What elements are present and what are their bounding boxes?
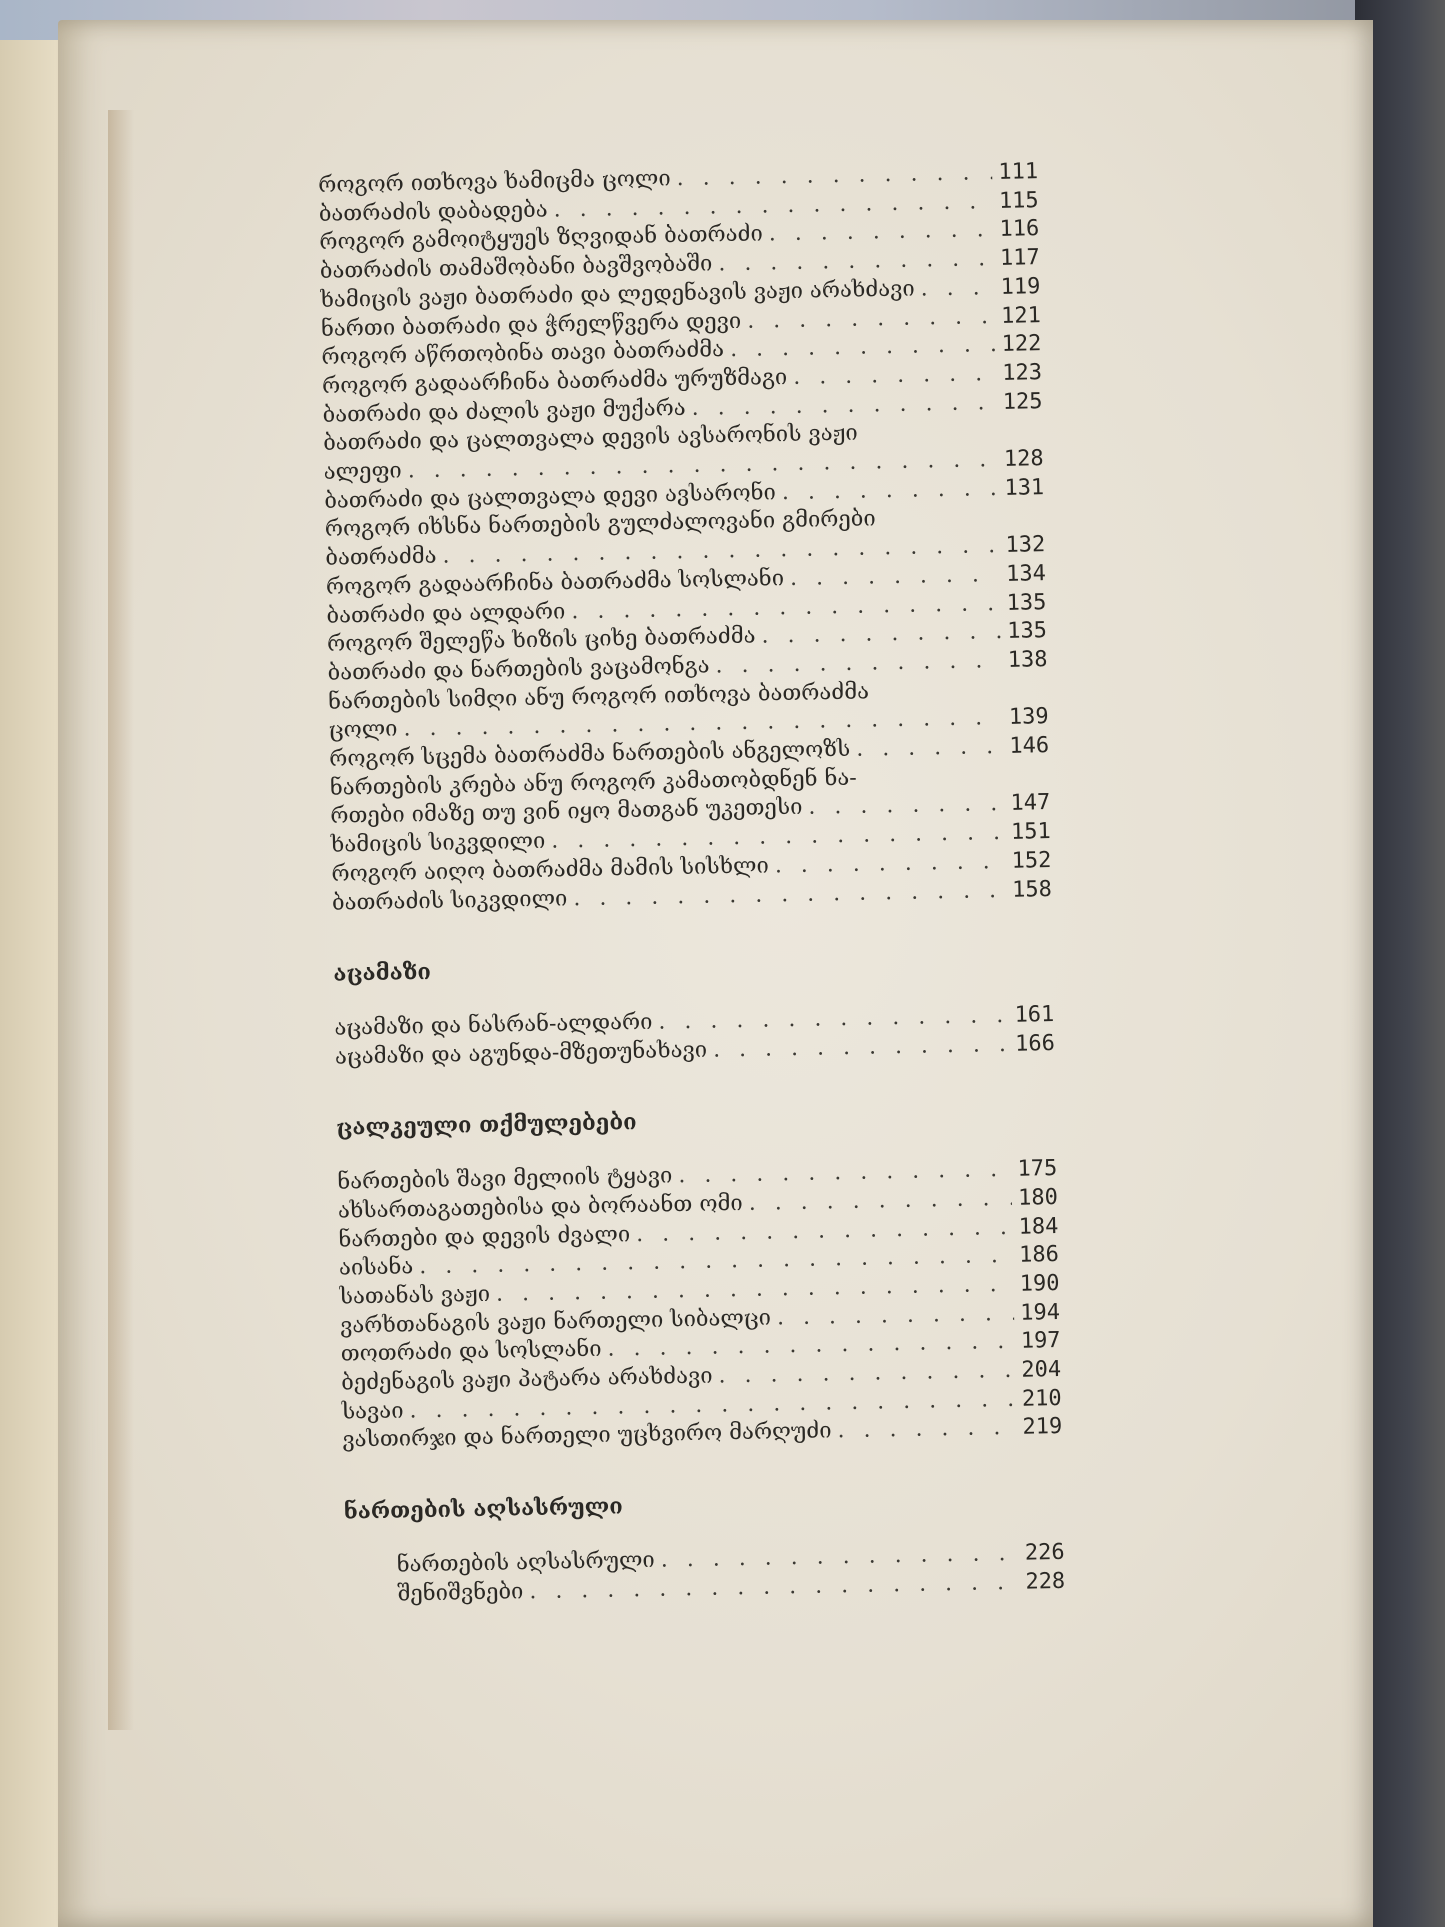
entry-title: სათანას ვაჟი	[339, 1281, 491, 1310]
entry-title: როგორ სცემა ბათრაძმა ნართების ანგელოზს	[329, 736, 851, 772]
dot-leader	[793, 360, 997, 393]
entry-title: ნართების აღსასრული	[396, 1547, 655, 1578]
entry-page-number: 135	[1006, 618, 1048, 645]
entry-title: როგორ იხსნა ნართების გულძალოვანი გმირები	[324, 506, 876, 543]
entry-title: ბათრაძი და ალდარი	[326, 598, 566, 629]
entry-title: როგორ ითხოვა ხამიცმა ცოლი	[318, 166, 671, 198]
dot-leader	[691, 389, 997, 424]
entry-title: სავაი	[341, 1398, 404, 1425]
entry-title: როგორ შელეწა ხიზის ციხე ბათრაძმა	[326, 623, 756, 658]
entry-page-number: 122	[1001, 331, 1042, 358]
entry-page-number: 184	[1018, 1213, 1059, 1240]
entry-page-number: 161	[1014, 1002, 1055, 1028]
entry-title: ხამიცის სიკვდილი	[330, 828, 546, 859]
entry-title: ალეფი	[323, 458, 402, 485]
entry-page-number: 190	[1019, 1270, 1060, 1297]
dot-leader	[769, 216, 994, 249]
entry-page-number: 115	[998, 187, 1039, 214]
entry-title: ნართების შავი მელიის ტყავი	[337, 1163, 673, 1195]
section-heading: ცალკეული თქმულებები	[336, 1109, 637, 1142]
entry-title: ვასთირჯი და ნართელი უცხვირო მარღუძი	[342, 1418, 832, 1454]
entry-title: როგორ აიღო ბათრაძმა მამის სისხლი	[331, 853, 770, 887]
entry-title: ცოლი	[328, 716, 398, 744]
entry-page-number: 123	[1002, 360, 1043, 386]
dot-leader	[761, 618, 1001, 651]
dot-leader	[856, 733, 1004, 765]
entry-page-number: 180	[1017, 1184, 1059, 1211]
entry-title: ხამიცის ვაჟი ბათრაძი და ლედენავის ვაჟი არახძავი	[320, 276, 915, 313]
dot-leader	[782, 475, 999, 508]
section-heading: აცამაზი	[333, 959, 432, 988]
entry-title: აცამაზი და ნასრან-ალდარი	[334, 1009, 653, 1041]
entry-page-number: 111	[998, 159, 1039, 185]
entry-page-number: 152	[1011, 847, 1052, 874]
entry-page-number: 117	[999, 245, 1041, 272]
section-heading: ნართების აღსასრული	[343, 1493, 624, 1525]
dot-leader	[777, 1299, 1015, 1332]
entry-page-number: 158	[1011, 876, 1053, 903]
entry-page-number: 228	[1025, 1568, 1066, 1595]
entry-title: ნართები და დევის ძვალი	[338, 1221, 631, 1253]
entry-title: ბათრაძი და ცალთვალა დევი ავსარონი	[324, 480, 777, 514]
entry-title: ბეძენაგის ვაჟი პატარა არახძავი	[341, 1363, 713, 1396]
entry-page-number: 139	[1008, 704, 1049, 731]
entry-page-number: 204	[1021, 1356, 1062, 1383]
entry-page-number: 134	[1005, 560, 1047, 587]
entry-title: ბათრაძის სიკვდილი	[331, 885, 568, 916]
entry-page-number: 151	[1010, 819, 1052, 845]
table-of-contents	[318, 158, 1065, 1610]
entry-page-number: 132	[1005, 532, 1046, 559]
entry-title: აცამაზი და აგუნდა-მზეთუნახავი	[334, 1037, 708, 1070]
entry-title: როგორ გადაარჩინა ბათრაძმა სოსლანი	[325, 565, 785, 600]
entry-page-number: 128	[1003, 446, 1044, 472]
entry-page-number: 138	[1007, 647, 1048, 673]
entry-page-number: 135	[1006, 589, 1047, 616]
entry-page-number: 121	[1000, 302, 1042, 329]
entry-title: ნართი ბათრაძი და ჭრელწვერა დევი	[320, 308, 742, 342]
dot-leader	[713, 1031, 1010, 1065]
dot-leader	[790, 561, 1001, 594]
entry-title: რთები იმაზე თუ ვინ იყო მათგან უკეთესი	[330, 795, 803, 830]
entry-page-number: 175	[1017, 1156, 1058, 1182]
dot-leader	[775, 848, 1006, 881]
entry-page-number: 210	[1021, 1385, 1062, 1412]
entry-page-number: 146	[1009, 733, 1050, 759]
entry-title: ბათრაძის თამაშობანი ბავშვობაში	[319, 251, 713, 285]
entry-title: ნართების კრება ანუ როგორ კამათობდნენ ნა-	[329, 765, 857, 801]
entry-title: ბათრაძი და ნართების ვაცამონგა	[327, 653, 710, 686]
entry-title: ვარხთანაგის ვაჟი ნართელი სიბალცი	[339, 1305, 772, 1339]
entry-page-number: 166	[1014, 1030, 1056, 1057]
entry-page-number: 186	[1018, 1242, 1060, 1268]
entry-page-number: 116	[999, 216, 1040, 243]
entry-page-number: 197	[1020, 1328, 1061, 1355]
entry-title: ბათრაძი და ძალის ვაჟი მუქარა	[322, 395, 686, 428]
dot-leader	[715, 647, 1002, 681]
page-gutter-shadow	[108, 110, 134, 1730]
dot-leader	[837, 1414, 1017, 1446]
entry-page-number: 147	[1010, 790, 1051, 817]
entry-page-number: 194	[1020, 1299, 1061, 1326]
entry-page-number: 226	[1024, 1539, 1065, 1566]
entry-title: ბათრაძი და ცალთვალა დევის ავსარონის ვაჟი	[322, 421, 858, 457]
entry-title: ახსართაგათებისა და ბორაანთ ომი	[337, 1190, 743, 1224]
entry-title: შენიშვნები	[397, 1578, 524, 1607]
entry-title: როგორ გამოიტყუეს ზღვიდან ბათრაძი	[319, 221, 764, 256]
dot-leader	[920, 274, 994, 304]
entry-title: როგორ აწრთობინა თავი ბათრაძმა	[321, 337, 725, 371]
entry-title: ნართების სიმღი ანუ როგორ ითხოვა ბათრაძმა	[327, 679, 870, 715]
entry-title: როგორ გადაარჩინა ბათრაძმა ურუზმაგი	[321, 364, 788, 399]
entry-page-number: 119	[1000, 273, 1041, 300]
entry-title: ბათრაძის დაბადება	[318, 197, 548, 227]
entry-page-number: 125	[1002, 388, 1043, 415]
entry-page-number: 219	[1022, 1414, 1063, 1441]
entry-page-number: 131	[1004, 474, 1045, 501]
entry-title: ბათრაძმა	[325, 543, 437, 572]
entry-title: თოთრაძი და სოსლანი	[340, 1337, 602, 1368]
dot-leader	[808, 790, 1005, 822]
entry-title: აისანა	[338, 1254, 414, 1281]
